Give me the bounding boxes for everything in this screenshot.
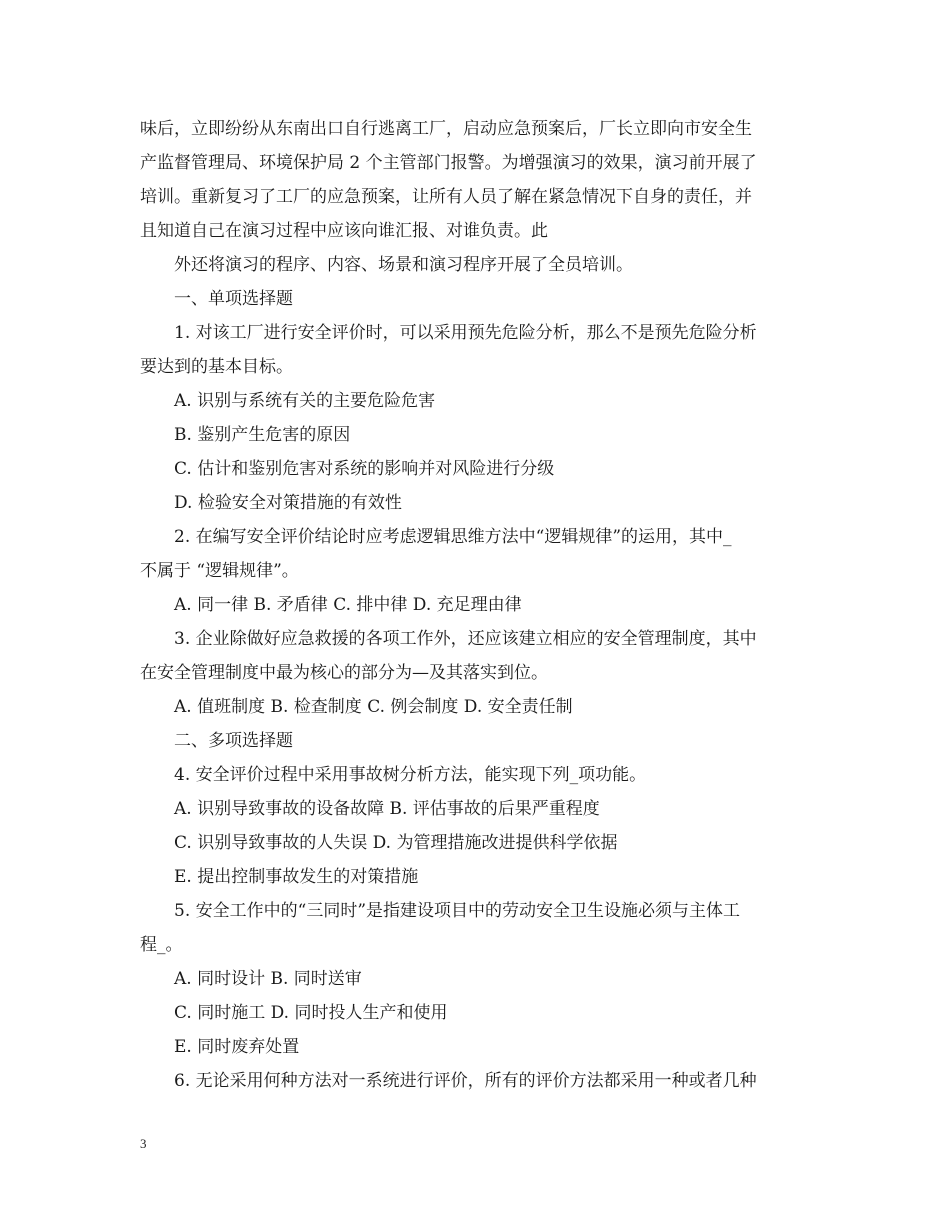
text-line: D. 检验安全对策措施的有效性 <box>174 493 402 513</box>
text-line: 产监督管理局、环境保护局 2 个主管部门报警。为增强演习的效果，演习前开展了 <box>140 153 757 173</box>
text-line: A. 识别与系统有关的主要危险危害 <box>174 391 436 411</box>
text-line: 且知道自己在演习过程中应该向谁汇报、对谁负责。此 <box>140 221 548 241</box>
text-line: B. 鉴别产生危害的原因 <box>174 425 351 445</box>
text-line: A. 值班制度 B. 检查制度 C. 例会制度 D. 安全责任制 <box>174 697 573 717</box>
text-line: 5. 安全工作中的“三同时”是指建设项目中的劳动安全卫生设施必须与主体工 <box>174 901 741 921</box>
text-line: 不属于 “逻辑规律”。 <box>140 561 299 581</box>
text-line: E. 提出控制事故发生的对策措施 <box>174 867 419 887</box>
text-line: 培训。重新复习了工厂的应急预案，让所有人员了解在紧急情况下自身的责任，并 <box>140 187 752 207</box>
text-line: 味后，立即纷纷从东南出口自行逃离工厂，启动应急预案后，厂长立即向市安全生 <box>140 119 752 139</box>
text-line: C. 识别导致事故的人失误 D. 为管理措施改进提供科学依据 <box>174 833 618 853</box>
text-line: 一、单项选择题 <box>174 289 293 309</box>
text-line: 要达到的基本目标。 <box>140 357 293 377</box>
text-line: 二、多项选择题 <box>174 731 293 751</box>
text-line: 6. 无论采用何种方法对一系统进行评价，所有的评价方法都采用一种或者几种 <box>174 1071 757 1091</box>
text-line: A. 同一律 B. 矛盾律 C. 排中律 D. 充足理由律 <box>174 595 522 615</box>
text-line: 外还将演习的程序、内容、场景和演习程序开展了全员培训。 <box>174 255 633 275</box>
text-line: E. 同时废弃处置 <box>174 1037 300 1057</box>
text-line: 2. 在编写安全评价结论时应考虑逻辑思维方法中“逻辑规律”的运用，其中_ <box>174 527 732 547</box>
text-line: C. 同时施工 D. 同时投人生产和使用 <box>174 1003 448 1023</box>
text-line: 3. 企业除做好应急救援的各项工作外，还应该建立相应的安全管理制度，其中 <box>174 629 757 649</box>
text-line: C. 估计和鉴别危害对系统的影响并对风险进行分级 <box>174 459 555 479</box>
document-body <box>140 112 812 1098</box>
text-line: 1. 对该工厂进行安全评价时，可以采用预先危险分析，那么不是预先危险分析 <box>174 323 757 343</box>
text-line: A. 识别导致事故的设备故障 B. 评估事故的后果严重程度 <box>174 799 600 819</box>
text-line: 4. 安全评价过程中采用事故树分析方法，能实现下列_项功能。 <box>174 765 647 785</box>
text-line: 在安全管理制度中最为核心的部分为—及其落实到位。 <box>140 663 548 683</box>
text-line: A. 同时设计 B. 同时送审 <box>174 969 362 989</box>
text-line: 程_。 <box>140 935 183 955</box>
page-number: 3 <box>140 1136 147 1151</box>
